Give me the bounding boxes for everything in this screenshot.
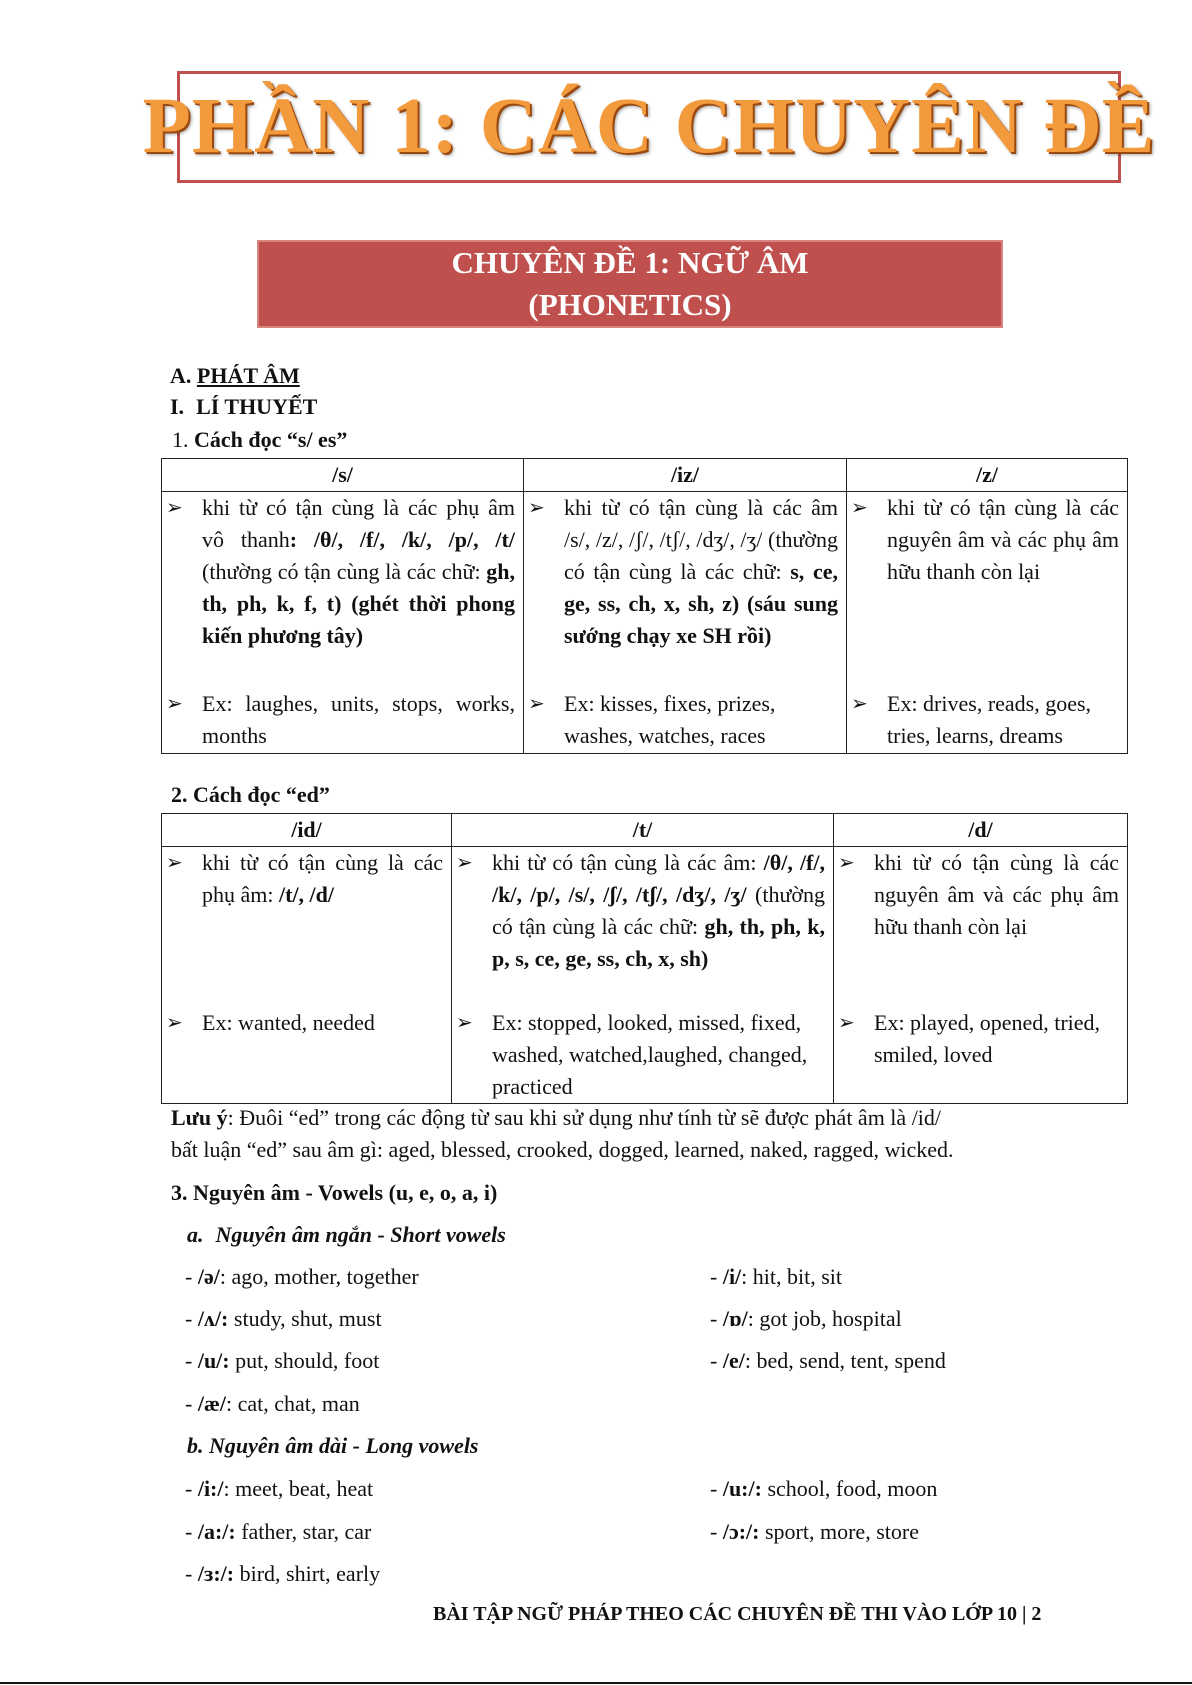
vowel-item (185, 1264, 419, 1290)
vowel-colon: : (219, 1264, 232, 1289)
section-i-title: LÍ THUYẾT (196, 394, 318, 419)
note-text-1: : Đuôi “ed” trong các động từ sau khi sử dụng như tính từ sẽ được phát âm là /id/ (227, 1105, 942, 1130)
short-vowels-num: a. (187, 1222, 204, 1247)
example-d (834, 1007, 1127, 1071)
rule-id-text-b: /t/, /d/ (279, 882, 335, 907)
vowel-colon: : (747, 1306, 760, 1331)
rule-t-text-b: /θ/, /f/, /k/, /p/, /s/, /ʃ/, /tʃ/, /dʒ/, /ʒ/ (492, 850, 825, 907)
note-label: Lưu ý (171, 1105, 228, 1130)
header-id: /id/ (162, 814, 452, 847)
vowel-dash: - (185, 1264, 198, 1289)
header-t: /t/ (452, 814, 834, 847)
page-number: 2 (1031, 1603, 1042, 1625)
example-s-text: Ex: laughes, units, stops, works, months (202, 690, 515, 748)
example-cell-t (452, 1007, 834, 1104)
vowel-dash: - (185, 1391, 198, 1416)
vowel-dash: - (185, 1306, 198, 1331)
arrow-bullet-icon: ➢ (166, 497, 183, 519)
note-line-1 (171, 1105, 941, 1131)
vowel-symbol: /e/ (722, 1348, 745, 1373)
section-i-prefix: I. (170, 394, 185, 419)
example-d-text: Ex: played, opened, tried, smiled, loved (874, 1009, 1101, 1067)
rule-cell-z (847, 492, 1128, 688)
arrow-bullet-icon: ➢ (528, 692, 545, 715)
example-t (452, 1007, 833, 1103)
ed-table (161, 813, 1128, 1104)
section-a-heading (170, 363, 300, 389)
rule-iz-text-c: (thường có tận cùng là các chữ: (564, 527, 839, 584)
section-a-prefix: A. (170, 363, 197, 388)
vowel-examples: father, star, car (241, 1519, 372, 1544)
s-es-table (161, 458, 1128, 754)
vowel-item (710, 1264, 842, 1290)
vowel-dash: - (185, 1348, 198, 1373)
arrow-bullet-icon: ➢ (456, 1011, 473, 1034)
example-iz-text: Ex: kisses, fixes, prizes, washes, watches, races (564, 690, 776, 748)
vowel-symbol: /i:/ (197, 1476, 224, 1501)
rule-iz-text-b: /s/, /z/, /ʃ/, /tʃ/, /dʒ/, /ʒ/ (564, 527, 763, 552)
vowel-examples: cat, chat, man (237, 1391, 360, 1416)
part-title-banner (142, 71, 1156, 183)
rule-cell-iz (524, 492, 847, 688)
vowel-item (710, 1306, 902, 1332)
vowel-dash: - (185, 1561, 198, 1586)
arrow-bullet-icon: ➢ (838, 1011, 855, 1034)
short-vowels-heading (187, 1222, 506, 1248)
vowel-dash: - (710, 1519, 723, 1544)
vowel-symbol: /ɒ/ (722, 1306, 748, 1331)
example-z (847, 688, 1127, 752)
vowel-dash: - (710, 1306, 723, 1331)
vowel-symbol: /ə/ (197, 1264, 220, 1289)
heading-vowels: 3. Nguyên âm - Vowels (u, e, o, a, i) (171, 1180, 498, 1205)
rule-cell-s (162, 492, 524, 688)
vowel-examples: study, shut, must (233, 1306, 382, 1331)
rule-s-text-c: (thường có tận cùng là các chữ: (202, 559, 487, 584)
rule-s (162, 492, 523, 652)
vowel-examples: school, food, moon (767, 1476, 938, 1501)
arrow-bullet-icon: ➢ (166, 692, 183, 715)
rule-id (162, 847, 451, 911)
vowel-examples: ago, mother, together (231, 1264, 419, 1289)
example-id (162, 1007, 451, 1039)
vowel-dash: - (710, 1348, 723, 1373)
arrow-bullet-icon: ➢ (456, 852, 473, 874)
topic-banner (257, 240, 1003, 328)
vowel-item (185, 1519, 371, 1545)
example-cell-d (834, 1007, 1128, 1104)
vowel-item (185, 1306, 382, 1332)
header-z: /z/ (847, 459, 1128, 492)
part-title: PHẦN 1: CÁC CHUYÊN ĐỀ (142, 83, 1156, 170)
table-rule-row (162, 847, 1128, 1007)
footer-text: BÀI TẬP NGỮ PHÁP THEO CÁC CHUYÊN ĐỀ THI VÀO LỚP 10 (433, 1603, 1017, 1625)
rule-cell-t (452, 847, 834, 1007)
rule-iz-text-d: s, ce, ge, ss, ch, x, sh, z) (sáu sung sướng chạy xe SH rồi) (564, 559, 838, 648)
vowel-symbol: /æ/ (197, 1391, 226, 1416)
vowel-symbol: /a:/: (197, 1519, 236, 1544)
example-iz (524, 688, 846, 752)
vowel-examples: sport, more, store (764, 1519, 919, 1544)
rule-d-text: khi từ có tận cùng là các nguyên âm và các phụ âm hữu thanh còn lại (874, 850, 1119, 939)
arrow-bullet-icon: ➢ (838, 852, 855, 874)
rule-t-text-a: khi từ có tận cùng là các âm: (492, 850, 764, 875)
vowel-item (710, 1476, 937, 1502)
footer-separator: | (1016, 1603, 1032, 1625)
vowel-examples: hit, bit, sit (752, 1264, 843, 1289)
vowel-item (185, 1348, 379, 1374)
arrow-bullet-icon: ➢ (166, 1011, 183, 1034)
heading-s-es-num: 1. (172, 427, 189, 452)
vowel-dash: - (710, 1476, 723, 1501)
rule-z (847, 492, 1127, 588)
rule-cell-id (162, 847, 452, 1007)
example-s (162, 688, 523, 752)
topic-title-line2: (PHONETICS) (528, 287, 732, 322)
table-example-row (162, 688, 1128, 754)
rule-iz-text-a: khi từ có tận cùng là các âm (564, 495, 838, 520)
example-cell-id (162, 1007, 452, 1104)
example-t-text: Ex: stopped, looked, missed, fixed, washed, watched,laughed, changed, practiced (492, 1009, 808, 1099)
section-i-heading (170, 394, 317, 420)
rule-s-text-b: : /θ/, /f/, /k/, /p/, /t/ (289, 527, 515, 552)
vowel-item (185, 1391, 360, 1417)
rule-t (452, 847, 833, 975)
vowel-colon: : (225, 1391, 238, 1416)
table-example-row (162, 1007, 1128, 1104)
long-vowels-heading: b. Nguyên âm dài - Long vowels (187, 1433, 479, 1458)
heading-ed: 2. Cách đọc “ed” (171, 782, 330, 807)
heading-s-es-title: Cách đọc “s/ es” (194, 427, 348, 452)
note-line-2: bất luận “ed” sau âm gì: aged, blessed, crooked, dogged, learned, naked, ragged, wicked. (171, 1137, 954, 1162)
vowel-examples: got job, hospital (759, 1306, 902, 1331)
vowel-item (185, 1561, 380, 1587)
topic-title-line1: CHUYÊN ĐỀ 1: NGỮ ÂM (451, 245, 809, 280)
vowel-colon: : (223, 1476, 236, 1501)
section-a-title: PHÁT ÂM (196, 363, 300, 388)
rule-s-text-a: khi từ có tận cùng là các phụ âm vô thanh (202, 495, 515, 552)
header-s: /s/ (162, 459, 524, 492)
rule-t-text-d: gh, th, ph, k, p, s, ce, ge, ss, ch, x, sh) (492, 914, 825, 971)
vowel-colon: : (741, 1264, 753, 1289)
arrow-bullet-icon: ➢ (166, 852, 183, 874)
vowel-examples: meet, beat, heat (235, 1476, 374, 1501)
rule-t-text-c: (thường có tận cùng là các chữ: (492, 882, 826, 939)
rule-id-text-a: khi từ có tận cùng là các phụ âm: (202, 850, 443, 907)
rule-s-text-d: gh, th, ph, k, f, t) (ghét thời phong kiến phương tây) (202, 559, 515, 648)
table-header-row (162, 459, 1128, 492)
vowel-dash: - (185, 1476, 198, 1501)
arrow-bullet-icon: ➢ (528, 497, 545, 519)
header-d: /d/ (834, 814, 1128, 847)
example-cell-s (162, 688, 524, 754)
vowel-item (185, 1476, 373, 1502)
header-iz: /iz/ (524, 459, 847, 492)
example-cell-z (847, 688, 1128, 754)
example-cell-iz (524, 688, 847, 754)
vowel-dash: - (185, 1519, 198, 1544)
page-footer (433, 1603, 1041, 1626)
example-z-text: Ex: drives, reads, goes, tries, learns, dreams (887, 690, 1092, 748)
vowel-examples: bird, shirt, early (239, 1561, 381, 1586)
vowel-examples: put, should, foot (235, 1348, 380, 1373)
arrow-bullet-icon: ➢ (851, 497, 868, 519)
vowel-symbol: /u/: (197, 1348, 230, 1373)
vowel-item (710, 1348, 946, 1374)
table-header-row (162, 814, 1128, 847)
vowel-item (710, 1519, 919, 1545)
vowel-colon: : (744, 1348, 757, 1373)
bottom-rule (0, 1682, 1192, 1684)
vowel-examples: bed, send, tent, spend (756, 1348, 946, 1373)
vowel-symbol: /ɜ:/: (197, 1561, 235, 1586)
vowel-dash: - (710, 1264, 723, 1289)
short-vowels-title: Nguyên âm ngắn - Short vowels (215, 1222, 506, 1247)
rule-cell-d (834, 847, 1128, 1007)
vowel-symbol: /i/ (722, 1264, 742, 1289)
example-id-text: Ex: wanted, needed (202, 1009, 375, 1035)
vowel-symbol: /ɔ:/: (722, 1519, 760, 1544)
rule-iz (524, 492, 846, 652)
vowel-symbol: /ʌ/: (197, 1306, 229, 1331)
table-rule-row (162, 492, 1128, 688)
rule-z-text: khi từ có tận cùng là các nguyên âm và các phụ âm hữu thanh còn lại (887, 495, 1119, 584)
arrow-bullet-icon: ➢ (851, 692, 868, 715)
heading-s-es (172, 427, 347, 453)
rule-d (834, 847, 1127, 943)
vowel-symbol: /u:/: (722, 1476, 762, 1501)
